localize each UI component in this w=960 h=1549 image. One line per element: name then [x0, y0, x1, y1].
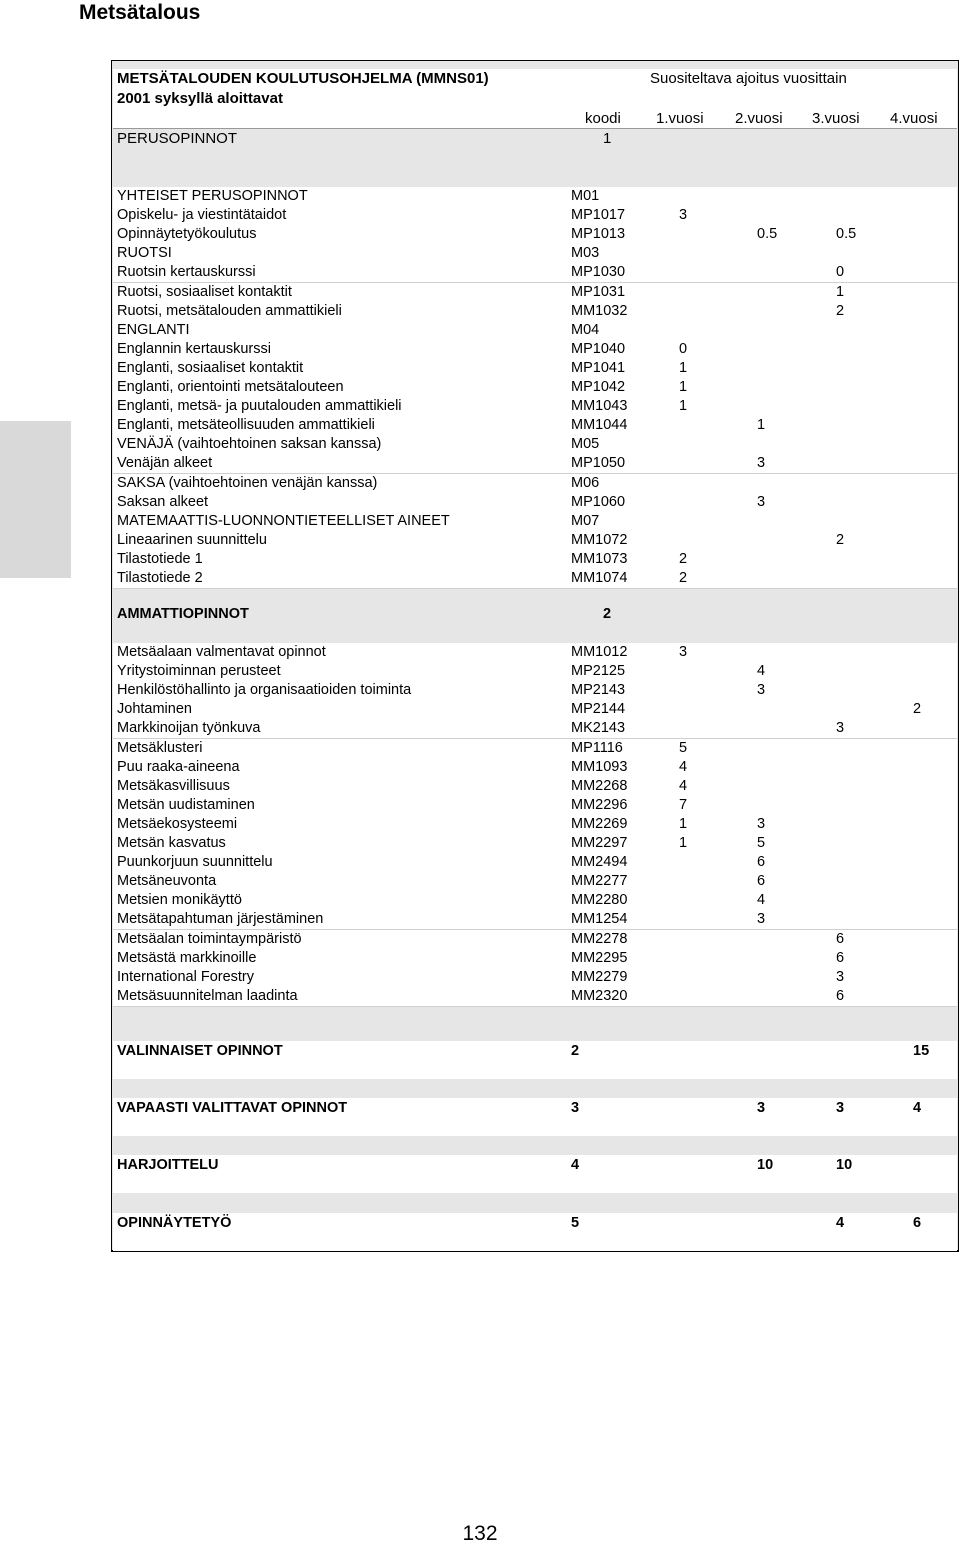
basic-row [113, 569, 957, 589]
basic-credits-y3: 2 [836, 531, 845, 548]
professional-course-name: Puu raaka-aineena [117, 758, 240, 775]
summary-row [113, 1098, 957, 1136]
basic-row [113, 531, 957, 551]
col-header-code: koodi [585, 110, 621, 127]
basic-course-code: MM1044 [571, 417, 628, 434]
summary-credits-y3: 10 [836, 1157, 853, 1173]
professional-credits-y3: 6 [836, 930, 845, 947]
basic-course-code: MM1032 [571, 302, 628, 319]
professional-course-code: MM2320 [571, 987, 628, 1004]
professional-row [113, 777, 957, 797]
professional-course-name: Metsäkasvillisuus [117, 777, 230, 794]
perusopinnot-band [113, 129, 957, 167]
professional-credits-y1: 4 [679, 777, 688, 794]
professional-course-code: MP2125 [571, 663, 626, 680]
basic-credits-y3: 1 [836, 283, 845, 300]
summary-band [113, 1137, 957, 1155]
professional-row [113, 910, 957, 930]
basic-course-code: MM1043 [571, 398, 628, 415]
col-header-y3: 3.vuosi [812, 110, 860, 127]
summary-credits-y2: 10 [757, 1157, 774, 1173]
basic-course-name: YHTEISET PERUSOPINNOT [117, 188, 308, 204]
basic-credits-y1: 2 [679, 550, 688, 567]
basic-row [113, 244, 957, 264]
basic-course-name: Ruotsi, sosiaaliset kontaktit [117, 283, 292, 300]
basic-course-name: Ruotsi, metsätalouden ammattikieli [117, 302, 342, 319]
professional-course-name: International Forestry [117, 968, 255, 985]
professional-credits-y1: 5 [679, 739, 688, 756]
basic-course-code: MP1031 [571, 283, 626, 300]
professional-credits-y2: 4 [757, 663, 766, 680]
summary-course-code: 4 [571, 1157, 580, 1173]
professional-credits-y3: 6 [836, 949, 845, 966]
schedule-label: Suositeltava ajoitus vuosittain [650, 70, 847, 87]
summary-course-name: OPINNÄYTETYÖ [117, 1215, 232, 1231]
professional-row [113, 834, 957, 854]
professional-row [113, 872, 957, 892]
professional-row [113, 968, 957, 988]
professional-course-code: MM1093 [571, 758, 628, 775]
basic-credits-y1: 0 [679, 340, 688, 357]
basic-row [113, 512, 957, 532]
basic-row [113, 474, 957, 494]
professional-row [113, 930, 957, 950]
summary-row [113, 1155, 957, 1193]
perusopinnot-code: 1 [603, 130, 612, 147]
professional-course-code: MM2280 [571, 892, 628, 909]
basic-course-name: ENGLANTI [117, 321, 190, 338]
professional-credits-y2: 6 [757, 873, 766, 890]
professional-course-code: MM2278 [571, 930, 628, 947]
basic-course-code: M03 [571, 245, 600, 262]
professional-course-code: MM2268 [571, 777, 628, 794]
professional-course-code: MK2143 [571, 720, 626, 737]
summary-credits-y4: 4 [913, 1100, 922, 1116]
basic-row [113, 435, 957, 455]
basic-credits-y2: 1 [757, 417, 766, 434]
professional-course-name: Metsästä markkinoille [117, 949, 257, 966]
basic-course-name: VENÄJÄ (vaihtoehtoinen saksan kanssa) [117, 436, 382, 453]
ammattiopinnot-code: 2 [603, 606, 612, 622]
basic-course-name: Saksan alkeet [117, 493, 209, 510]
basic-course-code: MP1041 [571, 359, 626, 376]
ammattiopinnot-band [113, 605, 957, 643]
basic-credits-y1: 1 [679, 379, 688, 395]
curriculum-table [111, 60, 959, 1252]
professional-credits-y2: 6 [757, 854, 766, 871]
basic-course-code: M06 [571, 474, 600, 491]
basic-course-code: MP1013 [571, 226, 626, 243]
professional-course-name: Henkilöstöhallinto ja organisaatioiden toiminta [117, 682, 412, 699]
professional-row [113, 987, 957, 1007]
basic-course-code: M04 [571, 321, 600, 338]
basic-credits-y3: 0 [836, 264, 845, 281]
basic-row [113, 206, 957, 226]
professional-course-name: Yritystoiminnan perusteet [117, 663, 281, 680]
basic-credits-y2: 3 [757, 493, 766, 510]
summary-course-name: HARJOITTELU [117, 1157, 219, 1173]
professional-credits-y1: 4 [679, 758, 688, 775]
summary-band [113, 1023, 957, 1041]
professional-credits-y1: 1 [679, 815, 688, 832]
ammattiopinnot-label: AMMATTIOPINNOT [117, 606, 249, 622]
col-header-y1: 1.vuosi [656, 110, 704, 127]
basic-course-code: MM1074 [571, 570, 628, 586]
basic-row [113, 416, 957, 436]
page-number: 132 [462, 1522, 498, 1545]
basic-credits-y1: 1 [679, 398, 688, 415]
basic-row [113, 225, 957, 245]
basic-course-name: Tilastotiede 2 [117, 570, 203, 586]
professional-row [113, 758, 957, 778]
basic-credits-y3: 2 [836, 302, 845, 319]
professional-credits-y1: 7 [679, 796, 688, 813]
professional-course-code: MM2297 [571, 835, 628, 851]
professional-course-code: MM2269 [571, 815, 628, 832]
professional-course-name: Puunkorjuun suunnittelu [117, 854, 273, 871]
professional-credits-y1: 1 [679, 835, 688, 851]
professional-course-code: MM2296 [571, 796, 628, 813]
summary-credits-y3: 4 [836, 1215, 845, 1231]
column-header-row [113, 109, 957, 129]
professional-course-name: Metsäklusteri [117, 739, 203, 756]
professional-credits-y2: 3 [757, 911, 766, 928]
col-header-y2: 2.vuosi [735, 110, 783, 127]
professional-row [113, 815, 957, 835]
basic-course-code: MP1042 [571, 379, 626, 395]
professional-course-name: Metsän uudistaminen [117, 796, 255, 813]
basic-row [113, 263, 957, 283]
professional-row [113, 700, 957, 720]
summary-course-code: 2 [571, 1043, 580, 1059]
basic-course-name: Englannin kertauskurssi [117, 340, 271, 357]
basic-row [113, 493, 957, 513]
professional-course-code: MM2295 [571, 949, 628, 966]
basic-course-name: RUOTSI [117, 245, 172, 262]
basic-course-code: MP1060 [571, 493, 626, 510]
program-title: METSÄTALOUDEN KOULUTUSOHJELMA (MMNS01) [117, 70, 489, 87]
professional-credits-y3: 3 [836, 720, 845, 737]
basic-credits-y2: 3 [757, 455, 766, 472]
professional-row [113, 891, 957, 911]
basic-course-name: Englanti, sosiaaliset kontaktit [117, 359, 304, 376]
basic-course-code: MP1040 [571, 340, 626, 357]
basic-row [113, 340, 957, 360]
professional-row [113, 796, 957, 816]
basic-course-name: Venäjän alkeet [117, 455, 213, 472]
program-subtitle: 2001 syksyllä aloittavat [117, 90, 283, 107]
professional-credits-y2: 3 [757, 682, 766, 699]
professional-credits-y2: 5 [757, 835, 766, 851]
basic-row [113, 187, 957, 207]
basic-row [113, 302, 957, 322]
professional-course-name: Metsäekosysteemi [117, 815, 238, 832]
basic-course-name: Tilastotiede 1 [117, 550, 203, 567]
professional-course-name: Metsän kasvatus [117, 835, 226, 851]
professional-credits-y4: 2 [913, 701, 922, 718]
basic-course-name: Opinnäytetyökoulutus [117, 226, 257, 243]
basic-course-name: Lineaarinen suunnittelu [117, 531, 267, 548]
professional-course-name: Metsäneuvonta [117, 873, 217, 890]
professional-course-code: MM1012 [571, 644, 628, 660]
professional-row [113, 739, 957, 759]
professional-credits-y2: 3 [757, 815, 766, 832]
side-tab-marker [0, 421, 71, 578]
basic-credits-y1: 3 [679, 207, 688, 224]
professional-course-name: Metsäsuunnitelman laadinta [117, 987, 298, 1004]
professional-course-code: MP2144 [571, 701, 626, 718]
professional-course-name: Metsien monikäyttö [117, 892, 242, 909]
basic-credits-y3: 0.5 [836, 226, 857, 243]
professional-course-name: Metsätapahtuman järjestäminen [117, 911, 324, 928]
basic-row [113, 321, 957, 341]
basic-course-code: M01 [571, 188, 600, 204]
professional-course-code: MP2143 [571, 682, 626, 699]
summary-row [113, 1213, 957, 1251]
professional-course-name: Metsäalan toimintaympäristö [117, 930, 302, 947]
summary-course-name: VAPAASTI VALITTAVAT OPINNOT [117, 1100, 348, 1116]
basic-course-code: MM1072 [571, 531, 628, 548]
professional-course-code: MM2494 [571, 854, 628, 871]
summary-band [113, 1080, 957, 1098]
summary-credits-y3: 3 [836, 1100, 845, 1116]
basic-course-code: MP1017 [571, 207, 626, 224]
basic-row [113, 378, 957, 398]
summary-credits-y2: 3 [757, 1100, 766, 1116]
professional-row [113, 949, 957, 969]
summary-credits-y4: 15 [913, 1043, 930, 1059]
professional-row [113, 643, 957, 663]
professional-row [113, 662, 957, 682]
basic-course-name: Englanti, metsäteollisuuden ammattikieli [117, 417, 375, 434]
basic-course-code: MP1050 [571, 455, 626, 472]
basic-row [113, 454, 957, 474]
professional-credits-y3: 3 [836, 968, 845, 985]
summary-course-code: 3 [571, 1100, 580, 1116]
summary-course-code: 5 [571, 1215, 580, 1231]
summary-credits-y4: 6 [913, 1215, 922, 1231]
basic-row [113, 550, 957, 570]
basic-credits-y2: 0.5 [757, 226, 778, 243]
basic-course-code: MP1030 [571, 264, 626, 281]
professional-credits-y1: 3 [679, 644, 688, 660]
basic-row [113, 397, 957, 417]
basic-course-name: Englanti, orientointi metsätalouteen [117, 379, 344, 395]
header-row-2 [113, 89, 957, 109]
professional-course-name: Johtaminen [117, 701, 192, 718]
basic-row [113, 283, 957, 303]
basic-course-name: MATEMAATTIS-LUONNONTIETEELLISET AINEET [117, 512, 450, 529]
basic-course-code: M05 [571, 436, 600, 453]
professional-course-name: Markkinoijan työnkuva [117, 720, 261, 737]
header-row-1 [113, 69, 957, 89]
basic-course-name: Opiskelu- ja viestintätaidot [117, 207, 287, 224]
professional-course-code: MM2277 [571, 873, 628, 890]
summary-course-name: VALINNAISET OPINNOT [117, 1043, 283, 1059]
basic-course-name: Ruotsin kertauskurssi [117, 264, 256, 281]
page-title: Metsätalous [79, 1, 201, 24]
professional-row [113, 853, 957, 873]
basic-course-name: SAKSA (vaihtoehtoinen venäjän kanssa) [117, 474, 378, 491]
basic-course-code: M07 [571, 512, 600, 529]
professional-course-code: MM2279 [571, 968, 628, 985]
basic-credits-y1: 1 [679, 359, 688, 376]
professional-credits-y2: 4 [757, 892, 766, 909]
professional-credits-y3: 6 [836, 987, 845, 1004]
professional-course-name: Metsäalaan valmentavat opinnot [117, 644, 326, 660]
basic-course-code: MM1073 [571, 550, 628, 567]
professional-course-code: MM1254 [571, 911, 628, 928]
professional-row [113, 719, 957, 739]
col-header-y4: 4.vuosi [890, 110, 938, 127]
perusopinnot-label: PERUSOPINNOT [117, 130, 238, 147]
summary-band [113, 1195, 957, 1213]
summary-row [113, 1041, 957, 1079]
professional-course-code: MP1116 [571, 739, 623, 756]
professional-row [113, 681, 957, 701]
basic-credits-y1: 2 [679, 570, 688, 586]
basic-row [113, 359, 957, 379]
basic-course-name: Englanti, metsä- ja puutalouden ammattikieli [117, 398, 402, 415]
